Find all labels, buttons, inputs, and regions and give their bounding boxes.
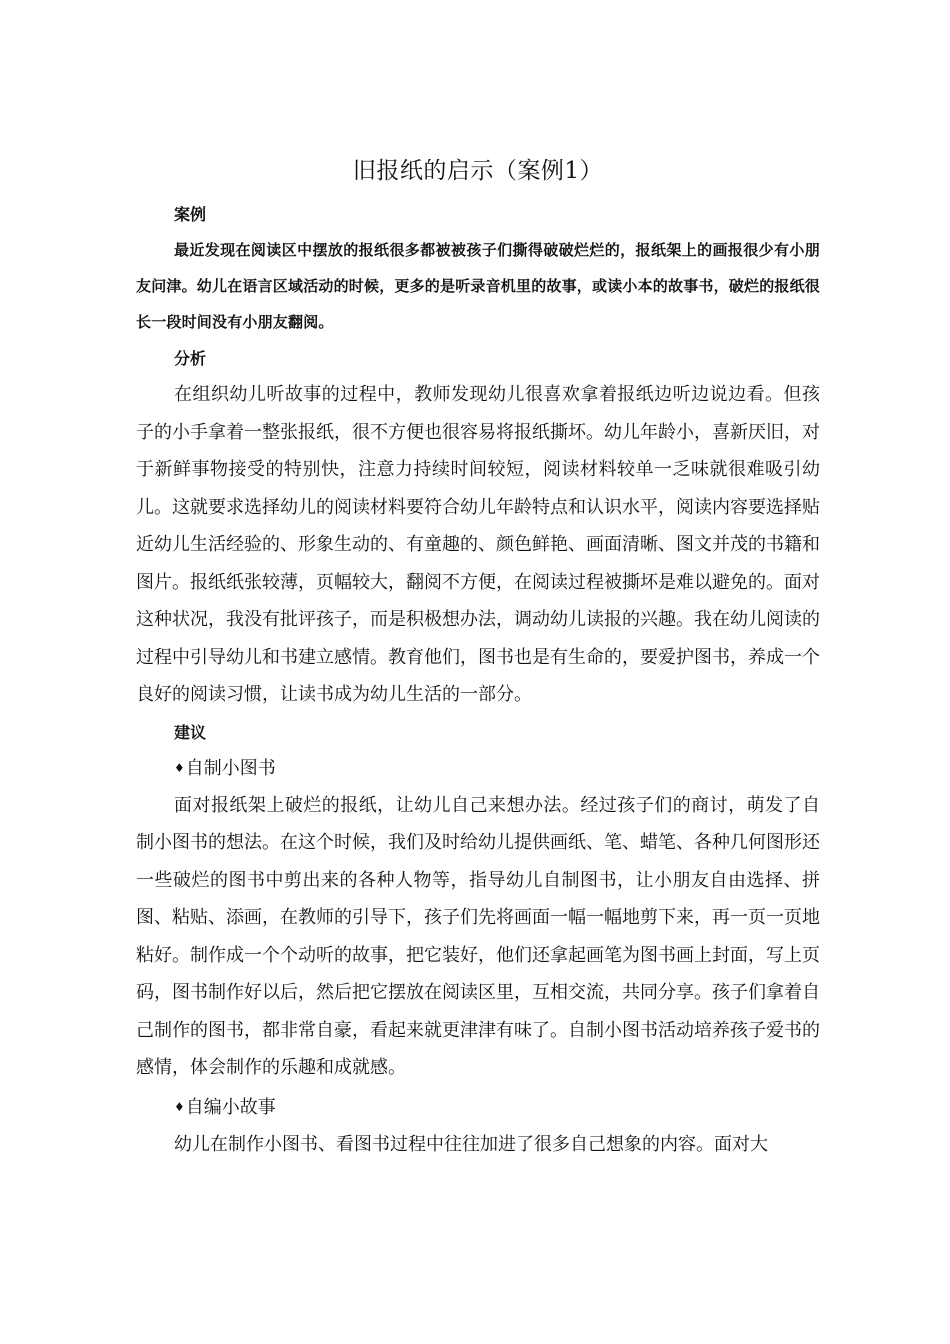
diamond-bullet-icon: ♦ [174, 1099, 185, 1114]
suggestion-subheading [136, 750, 820, 787]
suggestions-heading: 建议 [174, 722, 207, 742]
diamond-bullet-icon: ♦ [174, 760, 185, 775]
suggestion-item-handmade-book [136, 750, 820, 1087]
suggestion-item-story-writing [136, 1089, 820, 1162]
suggestion-title: 自制小图书 [185, 757, 276, 779]
analysis-section [136, 342, 820, 714]
suggestion-title: 自编小故事 [185, 1096, 276, 1118]
suggestion-paragraph: 幼儿在制作小图书、看图书过程中往往加进了很多自己想象的内容。面对大 [174, 1133, 768, 1155]
document-title: 旧报纸的启示（案例1） [352, 158, 604, 184]
analysis-paragraph: 在组织幼儿听故事的过程中，教师发现幼儿很喜欢拿着报纸边听边说边看。但孩子的小手拿着一整张报纸，很不方便也很容易将报纸撕坏。幼儿年龄小，喜新厌旧，对于新鲜事物接受的特别快，注意力持续时间较短，阅读材料较单一乏味就很难吸引幼儿。这就要求选择幼儿的阅读材料要符合幼儿年龄特点和认识水平，阅读内容要选择贴近幼儿生活经验的、形象生动的、有童趣的、颜色鲜艳、画面清晰、图文并茂的书籍和图片。报纸纸张较薄，页幅较大，翻阅不方便，在阅读过程被撕坏是难以避免的。面对这种状况，我没有批评孩子，而是积极想办法，调动幼儿读报的兴趣。我在幼儿阅读的过程中引导幼儿和书建立感情。教育他们，图书也是有生命的，要爱护图书，养成一个良好的阅读习惯，让读书成为幼儿生活的一部分。 [136, 384, 820, 705]
suggestions-section [136, 716, 820, 1162]
case-paragraph: 最近发现在阅读区中摆放的报纸很多都被被孩子们撕得破破烂烂的，报纸架上的画报很少有小朋友问津。幼儿在语言区域活动的时候，更多的是听录音机里的故事，或读小本的故事书，破烂的报纸很长一段时间没有小朋友翻阅。 [136, 241, 821, 331]
document-content [136, 150, 820, 1164]
suggestion-subheading [136, 1089, 820, 1126]
case-section [136, 198, 820, 340]
suggestion-paragraph: 面对报纸架上破烂的报纸，让幼儿自己来想办法。经过孩子们的商讨，萌发了自制小图书的想法。在这个时候，我们及时给幼儿提供画纸、笔、蜡笔、各种几何图形还一些破烂的图书中剪出来的各种人物等，指导幼儿自制图书，让小朋友自由选择、拼图、粘贴、添画，在教师的引导下，孩子们先将画面一幅一幅地剪下来，再一页一页地粘好。制作成一个个动听的故事，把它装好，他们还拿起画笔为图书画上封面，写上页码，图书制作好以后，然后把它摆放在阅读区里，互相交流，共同分享。孩子们拿着自己制作的图书，都非常自豪，看起来就更津津有味了。自制小图书活动培养孩子爱书的感情，体会制作的乐趣和成就感。 [136, 794, 820, 1078]
analysis-heading: 分析 [174, 349, 207, 368]
case-heading: 案例 [174, 205, 207, 224]
